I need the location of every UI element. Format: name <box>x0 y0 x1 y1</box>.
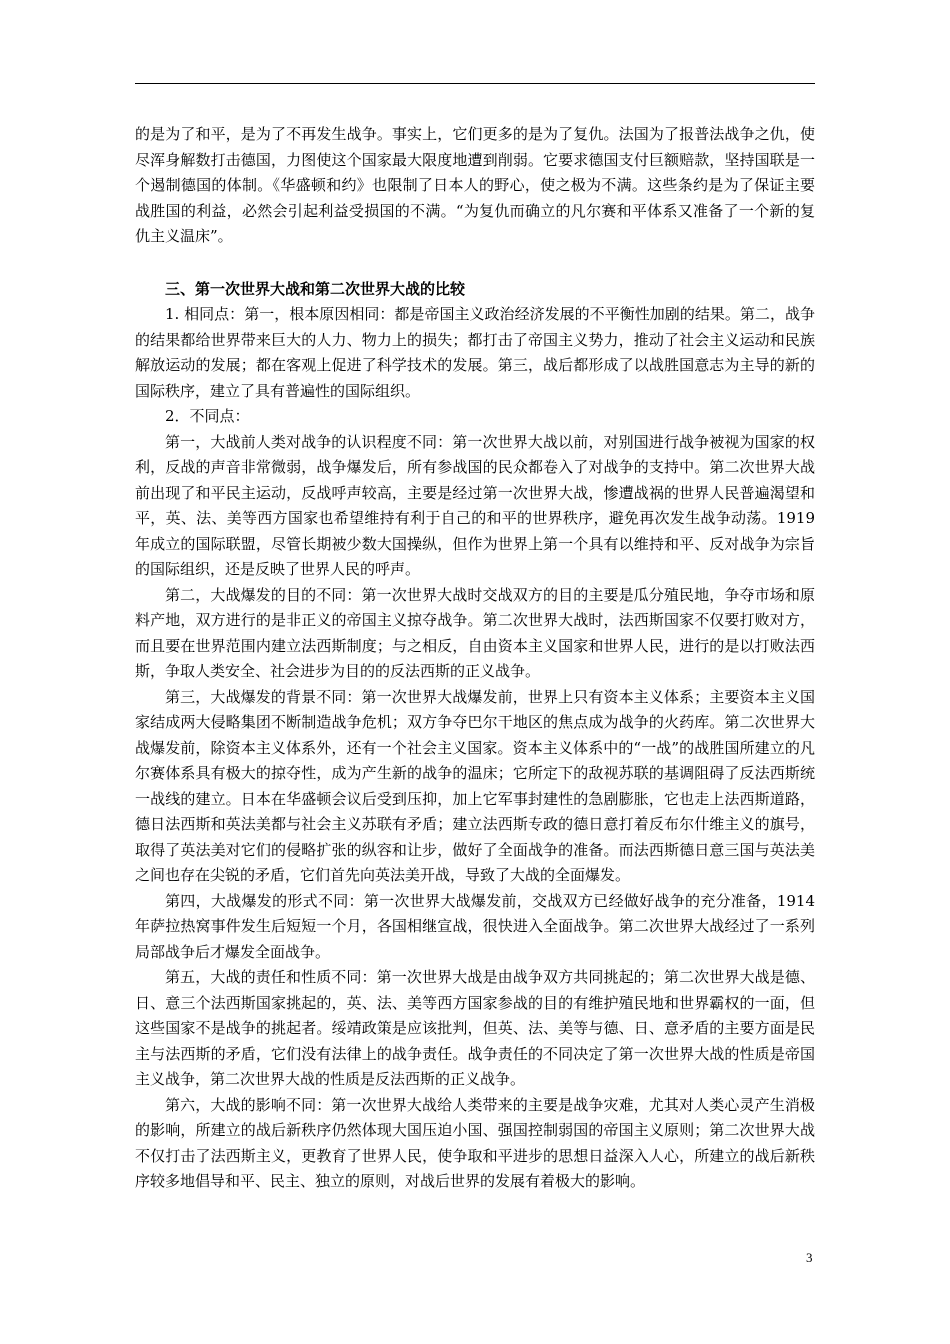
page-number: 3 <box>806 1250 813 1265</box>
paragraph-difference-6: 第六，大战的影响不同：第一次世界大战给人类带来的主要是战争灾难，尤其对人类心灵产生消极的影响，所建立的战后新秩序仍然体现大国压迫小国、强国控制弱国的帝国主义原则；第二次世界大战不仅打击了法西斯主义，更教育了世界人民，使争取和平进步的思想日益深入人心，所建立的战后新秩序较多地倡导和平、民主、独立的原则，对战后世界的发展有着极大的影响。 <box>135 1095 815 1190</box>
paragraph-differences-title: 2．不同点： <box>165 407 250 425</box>
paragraph-similarities: 1. 相同点：第一，根本原因相同：都是帝国主义政治经济发展的不平衡性加剧的结果。第二，战争的结果都给世界带来巨大的人力、物力上的损失；都打击了帝国主义势力，推动了社会主义运动和民族解放运动的发展；都在客观上促进了科学技术的发展。第三，战后都形成了以战胜国意志为主导的新的国际秩序，建立了具有普遍性的国际组织。 <box>135 305 815 400</box>
section-heading: 三、第一次世界大战和第二次世界大战的比较 <box>165 279 466 298</box>
paragraph-difference-4: 第四，大战爆发的形式不同：第一次世界大战爆发前，交战双方已经做好战争的充分准备，1914 年萨拉热窝事件发生后短短一个月，各国相继宣战，很快进入全面战争。第二次世界大战经过了一系列局部战争后才爆发全面战争。 <box>135 891 815 961</box>
header-rule <box>135 83 815 84</box>
paragraph-continuation: 的是为了和平，是为了不再发生战争。事实上，它们更多的是为了复仇。法国为了报普法战争之仇，使尽浑身解数打击德国，力图使这个国家最大限度地遭到削弱。它要求德国支付巨额赔款，坚持国联是一个遏制德国的体制。《华盛顿和约》也限制了日本人的野心，使之极为不满。这些条约是为了保证主要战胜国的利益，必然会引起利益受损国的不满。“为复仇而确立的凡尔赛和平体系又准备了一个新的复仇主义温床”。 <box>135 125 815 245</box>
document-body <box>135 122 815 1195</box>
paragraph-difference-3: 第三，大战爆发的背景不同：第一次世界大战爆发前，世界上只有资本主义体系；主要资本主义国家结成两大侵略集团不断制造战争危机；双方争夺巴尔干地区的焦点成为战争的火药库。第二次世界大战爆发前，除资本主义体系外，还有一个社会主义国家。资本主义体系中的“一战”的战胜国所建立的凡尔赛体系具有极大的掠夺性，成为产生新的战争的温床；它所定下的敌视苏联的基调阻碍了反法西斯统一战线的建立。日本在华盛顿会议后受到压抑，加上它军事封建性的急剧膨胀，它也走上法西斯道路，德日法西斯和英法美都与社会主义苏联有矛盾；建立法西斯专政的德日意打着反布尔什维主义的旗号，取得了英法美对它们的侵略扩张的纵容和让步，做好了全面战争的准备。而法西斯德日意三国与英法美之间也存在尖锐的矛盾，它们首先向英法美开战，导致了大战的全面爆发。 <box>135 687 815 884</box>
paragraph-difference-2: 第二，大战爆发的目的不同：第一次世界大战时交战双方的目的主要是瓜分殖民地，争夺市场和原料产地，双方进行的是非正义的帝国主义掠夺战争。第二次世界大战时，法西斯国家不仅要打败对方，而且要在世界范围内建立法西斯制度；与之相反，自由资本主义国家和世界人民，进行的是以打败法西斯，争取人类安全、社会进步为目的的反法西斯的正义战争。 <box>135 585 815 680</box>
paragraph-difference-1: 第一，大战前人类对战争的认识程度不同：第一次世界大战以前，对别国进行战争被视为国家的权利，反战的声音非常微弱，战争爆发后，所有参战国的民众都卷入了对战争的支持中。第二次世界大战前出现了和平民主运动，反战呼声较高，主要是经过第一次世界大战，惨遭战祸的世界人民普遍渴望和平，英、法、美等西方国家也希望维持有利于自己的和平的世界秩序，避免再次发生战争动荡。1919 年成立的国际联盟，尽管长期被少数大国操纵，但作为世界上第一个具有以维持和平、反对战争为宗旨的国际组织，还是反映了世界人民的呼声。 <box>135 432 815 578</box>
paragraph-difference-5: 第五，大战的责任和性质不同：第一次世界大战是由战争双方共同挑起的；第二次世界大战是德、日、意三个法西斯国家挑起的，英、法、美等西方国家参战的目的有维护殖民地和世界霸权的一面，但这些国家不是战争的挑起者。绥靖政策是应该批判，但英、法、美等与德、日、意矛盾的主要方面是民主与法西斯的矛盾，它们没有法律上的战争责任。战争责任的不同决定了第一次世界大战的性质是帝国主义战争，第二次世界大战的性质是反法西斯的正义战争。 <box>135 968 815 1088</box>
